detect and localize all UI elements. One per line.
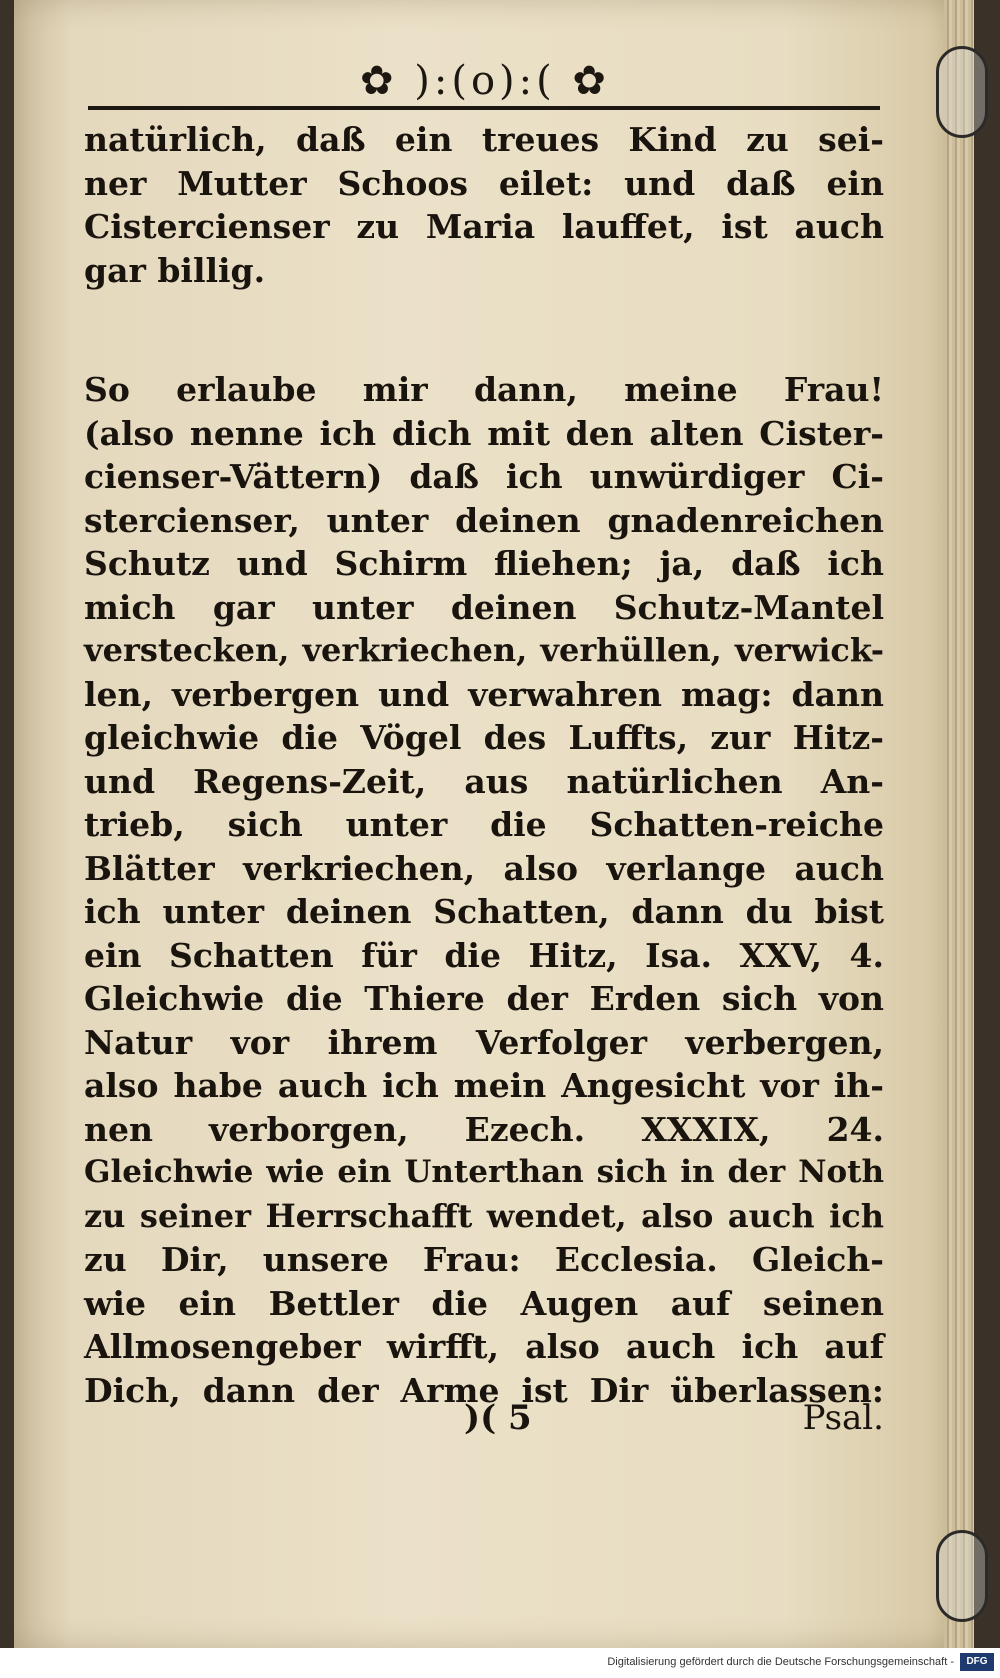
text-line: cienser-Vättern) daß ich unwürdiger Ci- — [84, 457, 884, 496]
credit-bar — [0, 1648, 1000, 1678]
page-footer — [84, 1398, 884, 1442]
text-line: mich gar unter deinen Schutz-Mantel — [84, 587, 884, 627]
text-line: (also nenne ich dich mit den alten Cister- — [84, 413, 884, 453]
header-rule — [88, 106, 880, 110]
book-clamp-top — [936, 46, 988, 138]
dfg-logo-icon: DFG — [960, 1653, 994, 1671]
text-line: Gleichwie die Thiere der Erden sich von — [84, 979, 884, 1018]
text-line: Blätter verkriechen, also verlange auch — [84, 848, 884, 888]
text-line: Gleichwie wie ein Unterthan sich in der Noth — [84, 1154, 884, 1190]
text-line: ich unter deinen Schatten, dann du bist — [84, 892, 884, 931]
text-line: gar billig. — [84, 250, 266, 290]
catchword: Psal. — [802, 1398, 884, 1438]
text-line: Allmosengeber wirfft, also auch ich auf — [84, 1327, 884, 1366]
text-line: trieb, sich unter die Schatten-reiche — [84, 805, 884, 844]
text-line: wie ein Bettler die Augen auf seinen — [84, 1283, 884, 1323]
page-text — [84, 118, 884, 1412]
text-line: Dich, dann der Arme ist Dir überlassen: — [84, 1370, 884, 1410]
text-line: gleichwie die Vögel des Luffts, zur Hitz- — [84, 718, 884, 757]
text-line: ner Mutter Schoos eilet: und daß ein — [84, 163, 884, 203]
text-line: also habe auch ich mein Angesicht vor ih- — [84, 1066, 884, 1105]
book-clamp-bottom — [936, 1530, 988, 1622]
text-line: verstecken, verkriechen, verhüllen, verwick- — [84, 631, 884, 669]
text-line: natürlich, daß ein treues Kind zu sei- — [84, 120, 884, 159]
page-edge — [944, 0, 974, 1648]
paragraph-gap — [84, 292, 884, 368]
text-line: zu Dir, unsere Frau: Ecclesia. Gleich- — [84, 1240, 884, 1279]
text-line: So erlaube mir dann, meine Frau! — [84, 370, 884, 409]
signature-mark: )( 5 — [464, 1398, 532, 1438]
text-line: ein Schatten für die Hitz, Isa. XXV, 4. — [84, 935, 884, 975]
text-line: nen verborgen, Ezech. XXXIX, 24. — [84, 1109, 884, 1149]
text-line: und Regens-Zeit, aus natürlichen An- — [84, 761, 884, 801]
text-line: zu seiner Herrschafft wendet, also auch ich — [84, 1196, 884, 1235]
credit-text: Digitalisierung gefördert durch die Deutsche Forschungsgemeinschaft - — [607, 1656, 954, 1668]
text-line: Natur vor ihrem Verfolger verbergen, — [84, 1022, 884, 1062]
text-line: Cistercienser zu Maria lauffet, ist auch — [84, 207, 884, 246]
text-line: len, verbergen und verwahren mag: dann — [84, 674, 884, 714]
text-line: Schutz und Schirm fliehen; ja, daß ich — [84, 544, 884, 583]
text-line: stercienser, unter deinen gnadenreichen — [84, 500, 884, 540]
page-header-ornament: ✿ ):(o):( ✿ — [360, 58, 610, 104]
